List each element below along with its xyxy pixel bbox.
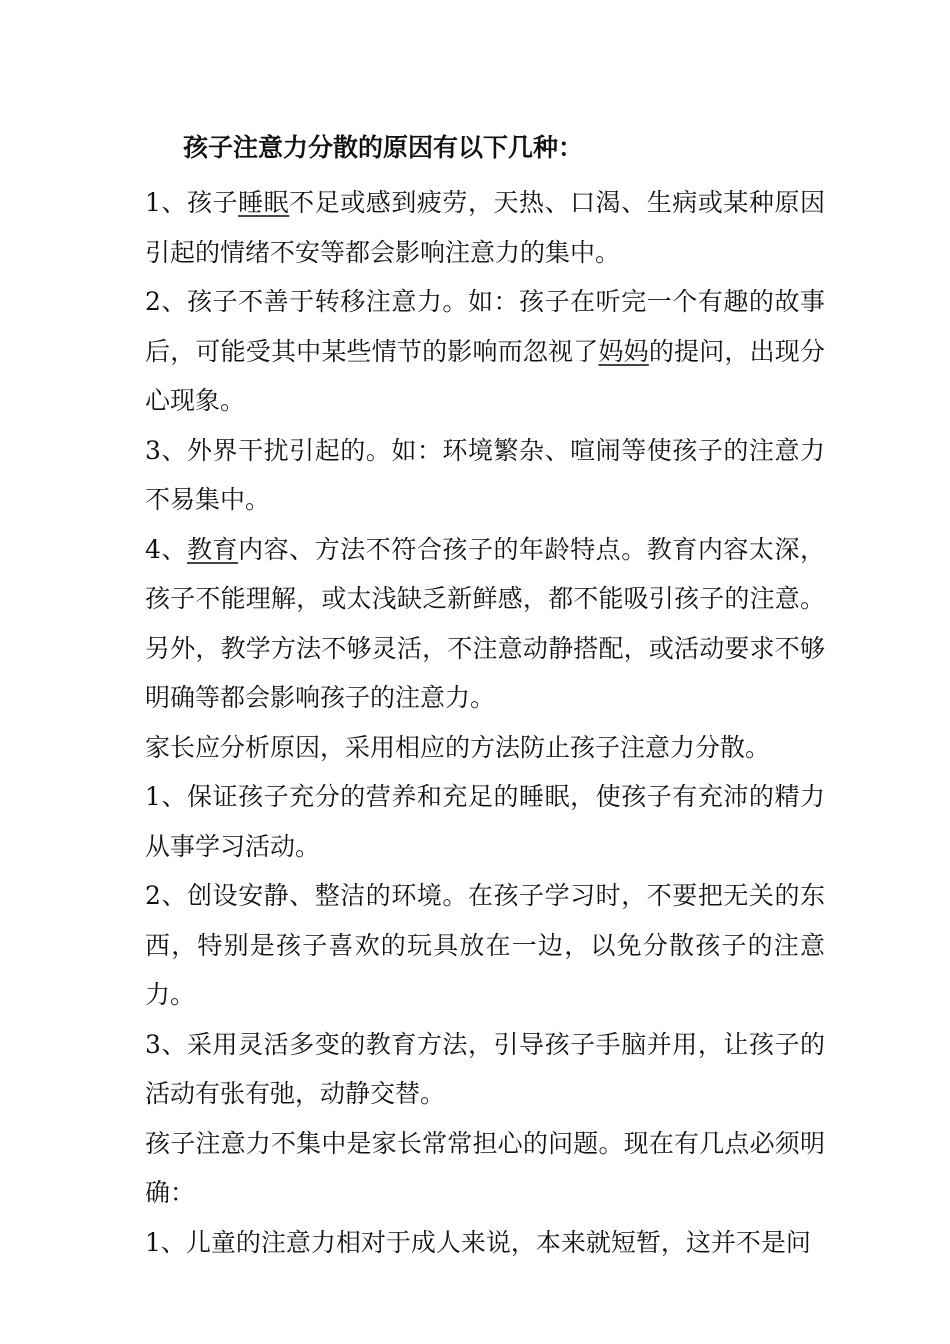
paragraph-text: 内容、方法不符合孩子的年龄特点。教育内容太深，孩子不能理解，或太浅缺乏新鲜感，都不能吸引孩子的注意。另外，教学方法不够灵活，不注意动静搭配，或活动要求不够明确等都会影响孩子的注意力。 [145, 534, 825, 712]
paragraph-text: 1、保证孩子充分的营养和充足的睡眠，使孩子有充沛的精力从事学习活动。 [145, 782, 825, 861]
inline-link[interactable]: 睡眠 [238, 188, 290, 217]
inline-link[interactable]: 妈妈 [598, 336, 649, 366]
inline-link[interactable]: 教育 [187, 534, 239, 564]
paragraph-text: 2、孩子不善于转移注意力。如：孩子在听完一个有趣的故事后，可能受其中某些情节的影响而忽视了 [145, 287, 825, 366]
paragraph [145, 1020, 825, 1119]
paragraph [145, 723, 825, 773]
paragraph-text: 2、创设安静、整洁的环境。在孩子学习时，不要把无关的东西，特别是孩子喜欢的玩具放在一边，以免分散孩子的注意力。 [145, 881, 825, 1009]
paragraph-text: 1、孩子 [145, 188, 239, 217]
paragraph [145, 277, 825, 426]
paragraph-text: 3、采用灵活多变的教育方法，引导孩子手脑并用，让孩子的活动有张有弛，动静交替。 [145, 1029, 825, 1108]
paragraph [145, 871, 825, 1020]
paragraph-text: 3、外界干扰引起的。如：环境繁杂、喧闹等使孩子的注意力不易集中。 [145, 435, 825, 514]
paragraph-text: 不足或感到疲劳，天热、口渴、生病或某种原因引起的情绪不安等都会影响注意力的集中。 [145, 188, 825, 267]
document-body [145, 178, 825, 1267]
paragraph-text: 的提问，出现分心现象。 [145, 336, 825, 415]
paragraph-text: 孩子注意力不集中是家长常常担心的问题。现在有几点必须明确： [145, 1128, 825, 1207]
paragraph-text: 4、 [145, 534, 187, 564]
paragraph [145, 772, 825, 871]
paragraph [145, 525, 825, 723]
paragraph-text: 1、儿童的注意力相对于成人来说，本来就短暂，这并不是问 [145, 1227, 811, 1257]
paragraph [145, 426, 825, 525]
paragraph [145, 1119, 825, 1218]
paragraph [145, 1218, 825, 1268]
paragraph-text: 家长应分析原因，采用相应的方法防止孩子注意力分散。 [145, 732, 771, 762]
document-heading: 孩子注意力分散的原因有以下几种： [183, 133, 584, 162]
paragraph [145, 178, 825, 277]
